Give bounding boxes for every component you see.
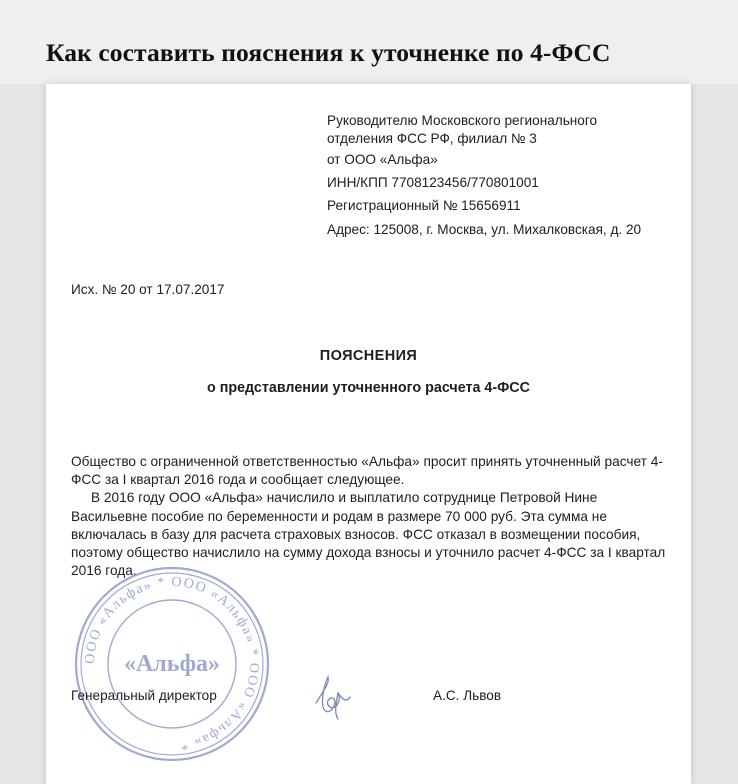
body-paragraph-1: Общество с ограниченной ответственностью «Альфа» просит принять уточненный расчет 4-ФСС за I квартал 2016 года и сообщает следующее.	[71, 454, 663, 488]
document-subtitle: о представлении уточненного расчета 4-ФСС	[207, 380, 530, 396]
document-sheet	[46, 84, 691, 784]
page-heading: Как составить пояснения к уточненке по 4-ФСС	[46, 38, 611, 67]
document-body	[71, 453, 669, 580]
addressee-line-2: отделения ФСС РФ, филиал № 3	[327, 131, 537, 146]
addressee-line-1: Руководителю Московского регионального	[327, 113, 598, 128]
outgoing-number: Исх. № 20 от 17.07.2017	[71, 282, 225, 297]
signatory-name: А.С. Львов	[433, 688, 502, 703]
company-stamp	[72, 564, 272, 764]
address-line: Адрес: 125008, г. Москва, ул. Михалковская, д. 20	[327, 221, 642, 237]
registration-number-line: Регистрационный № 15656911	[327, 198, 521, 214]
addressee-block	[327, 112, 641, 241]
signatory-role: Генеральный директор	[71, 688, 217, 703]
stamp-ring-text: ООО «Альфа» * ООО «Альфа» * ООО «Альфа» *	[82, 574, 262, 753]
handwritten-signature	[308, 673, 356, 723]
document-title: ПОЯСНЕНИЯ	[319, 348, 418, 364]
stamp-center-text: «Альфа»	[123, 651, 221, 677]
sender-line: от ООО «Альфа»	[327, 152, 438, 167]
body-paragraph-2: В 2016 году ООО «Альфа» начислило и выплатило сотруднице Петровой Нине Васильевне пособие по беременности и родам в размере 70 000 руб. Эта сумма не включалась в базу для расчета страховых взносов. ФСС отказал в возмещении пособия, поэтому общество начислило на сумму дохода взносы и уточнило расчет 4-ФСС за I квартал 2016 года.	[71, 490, 666, 579]
inn-kpp-line: ИНН/КПП 7708123456/770801001	[327, 175, 539, 191]
